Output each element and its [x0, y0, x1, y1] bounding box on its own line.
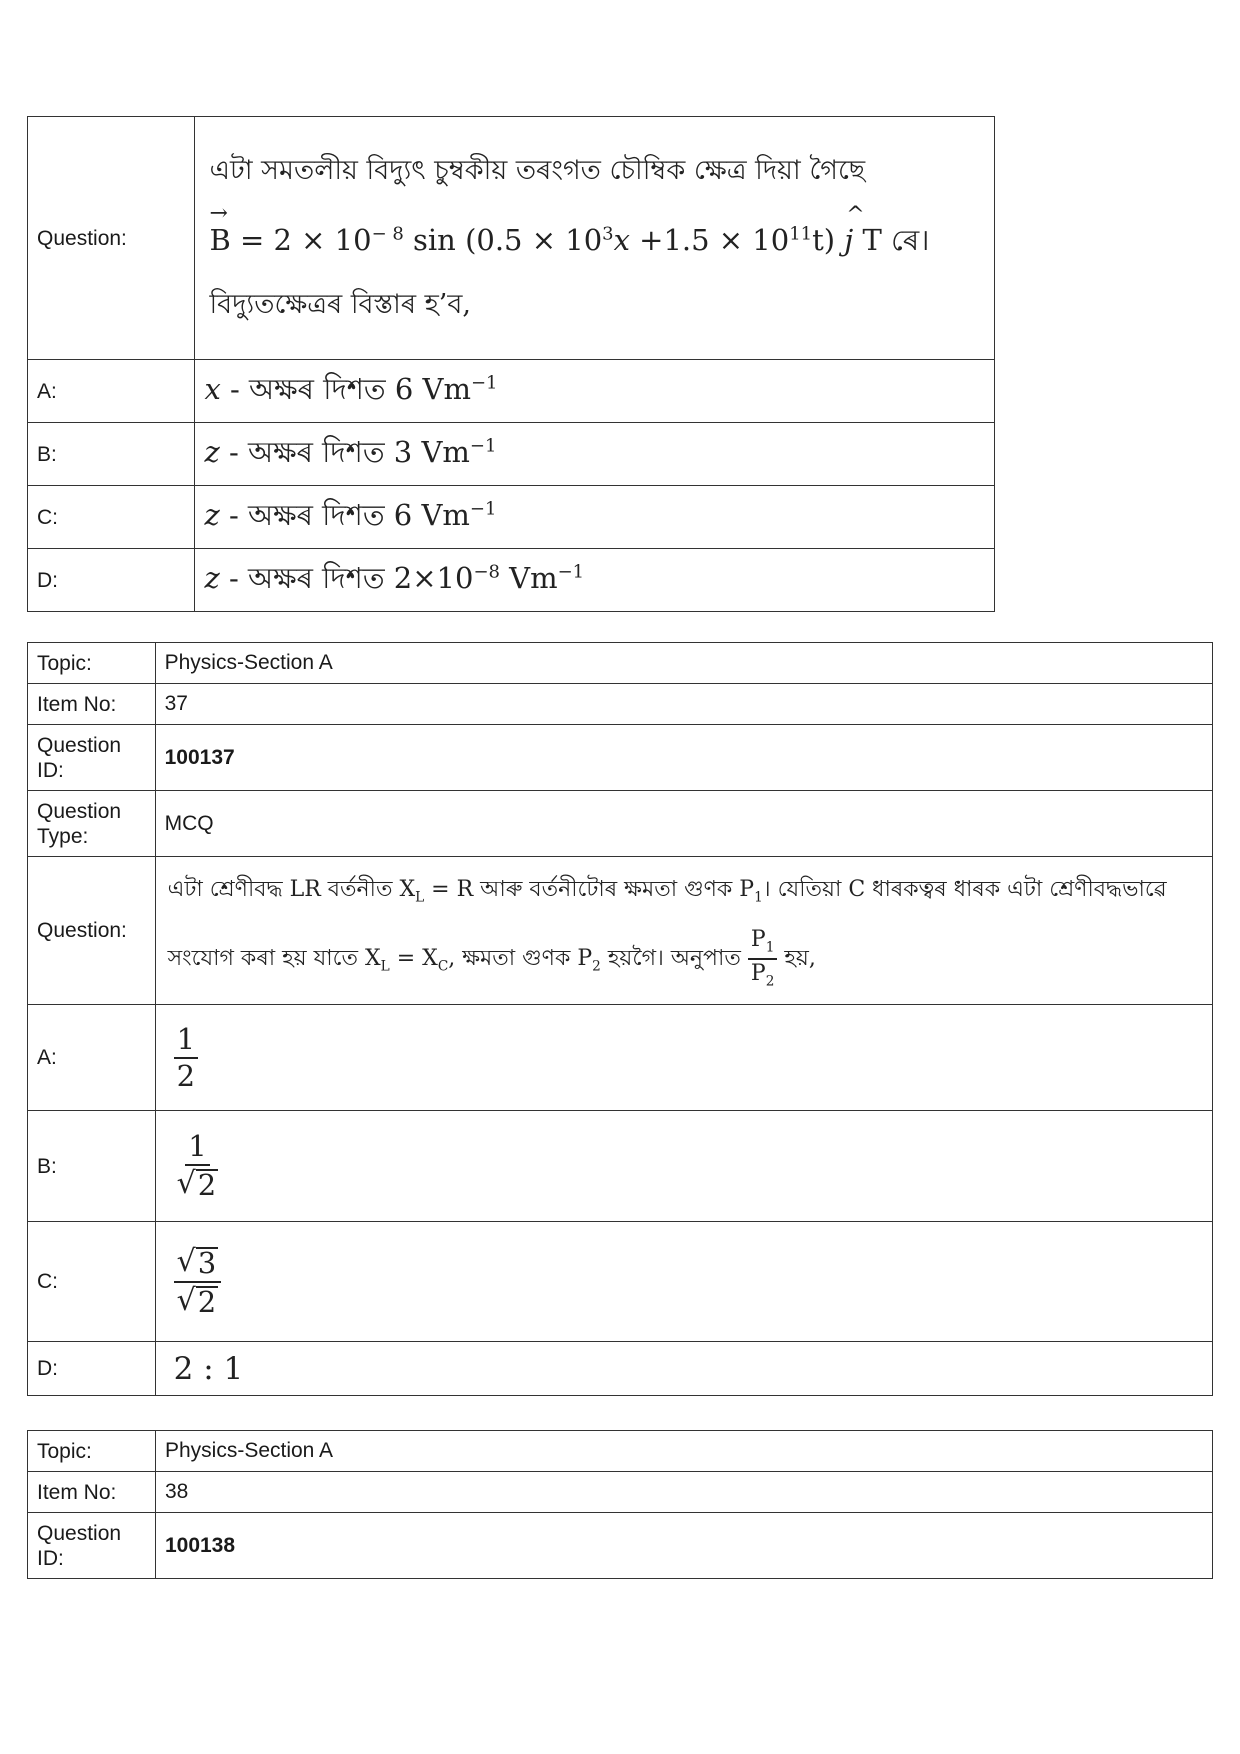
question-type-value: MCQ	[155, 791, 1212, 857]
question-line-1: এটা শ্ৰেণীবদ্ধ LR বৰ্তনীত $X_L = R$ আৰু বৰ্তনীটোৰ ক্ষমতা গুণক $P_1।$ যেতিয়া C ধাৰকত্বৰ ধাৰক এটা শ্ৰেণীবদ্ধভাৱে	[167, 876, 1167, 906]
question-id-label: Question ID:	[28, 725, 156, 791]
question-36-table	[27, 116, 995, 612]
question-line-2: সংযোগ কৰা হয় যাতে $X_L = X_C$, ক্ষমতা গুণক $P_2$ হয়গৈ। অনুপাত $\frac{P_1}{P_2}$ হয়,	[167, 926, 816, 990]
question-type-label: Question Type:	[28, 791, 156, 857]
question-id-value: 100137	[155, 725, 1212, 791]
question-38-table	[27, 1430, 1213, 1579]
option-a: x - অক্ষৰ দিশত 6 $Vm^{-1}$	[195, 360, 995, 423]
option-c: z - অক্ষৰ দিশত 6 $Vm^{-1}$	[195, 486, 995, 549]
question-label: Question:	[28, 117, 195, 360]
question-id-value: 100138	[155, 1513, 1212, 1579]
option-a-label: A:	[28, 1005, 156, 1111]
question-line-3: বিদ্যুতক্ষেত্ৰৰ বিস্তাৰ হ’ব,	[209, 288, 471, 320]
question-content	[155, 857, 1212, 1005]
question-37-table	[27, 642, 1213, 1396]
option-c-label: C:	[28, 1222, 156, 1342]
option-d-label: D:	[28, 549, 195, 612]
option-d: 2 : 1	[155, 1342, 1212, 1396]
item-no-value: 37	[155, 684, 1212, 725]
topic-value: Physics-Section A	[155, 643, 1212, 684]
option-d-label: D:	[28, 1342, 156, 1396]
unit-vector-j: ^ j	[844, 223, 853, 257]
item-no-label: Item No:	[28, 684, 156, 725]
vector-b: → B	[209, 223, 230, 257]
question-label: Question:	[28, 857, 156, 1005]
option-b: z - অক্ষৰ দিশত 3 $Vm^{-1}$	[195, 423, 995, 486]
fraction-one-half: $\frac{1}{2}$	[174, 1025, 198, 1091]
fraction-root-three-over-root-two: √ 3 √ 2	[174, 1247, 222, 1317]
topic-label: Topic:	[28, 1431, 156, 1472]
question-line-1: এটা সমতলীয় বিদ্যুৎ চুম্বকীয় তৰংগত চৌম্বিক ক্ষেত্ৰ দিয়া গৈছে	[209, 155, 866, 187]
question-content	[195, 117, 995, 360]
option-a	[155, 1005, 1212, 1111]
ratio-fraction: $\frac{P_1}{P_2}$	[748, 929, 777, 989]
option-b	[155, 1111, 1212, 1222]
item-no-label: Item No:	[28, 1472, 156, 1513]
question-id-label: Question ID:	[28, 1513, 156, 1579]
item-no-value: 38	[155, 1472, 1212, 1513]
topic-value: Physics-Section A	[155, 1431, 1212, 1472]
option-c	[155, 1222, 1212, 1342]
fraction-one-over-root-two: 1 √ 2	[176, 1129, 217, 1202]
option-c-label: C:	[28, 486, 195, 549]
question-formula: → $B = 2 \times 10^{- 8}$ $\sin (0.5 \times 10^3x +1.5 \times 10^{11}t)$ ^ j T ৰে।	[209, 218, 980, 267]
option-a-label: A:	[28, 360, 195, 423]
option-d: z - অক্ষৰ দিশত $2\times 10^{-8}$ $Vm^{-1}$	[195, 549, 995, 612]
option-b-label: B:	[28, 423, 195, 486]
topic-label: Topic:	[28, 643, 156, 684]
option-b-label: B:	[28, 1111, 156, 1222]
